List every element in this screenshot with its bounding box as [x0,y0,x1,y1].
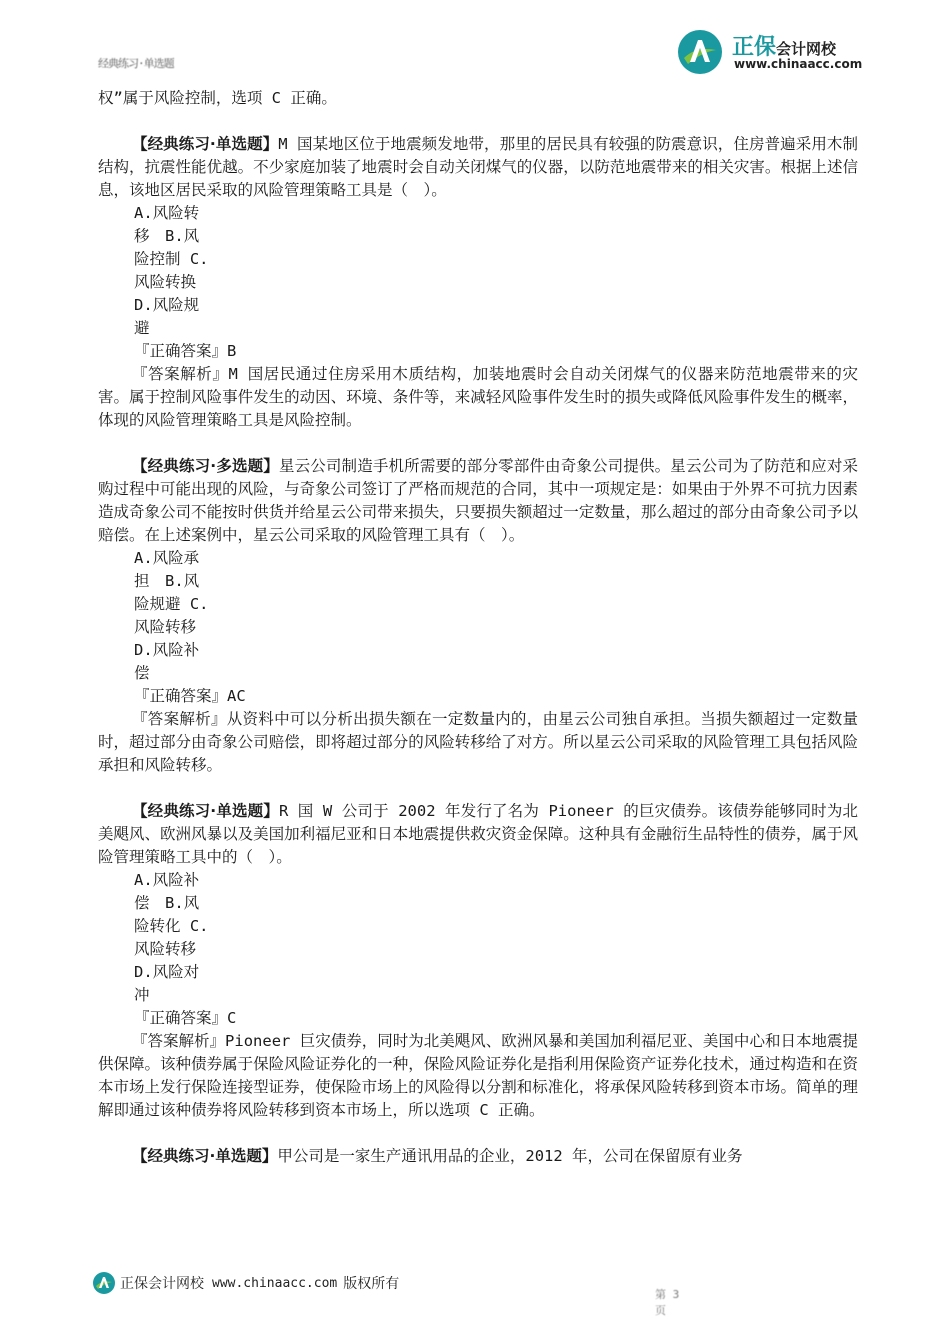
answer-analysis: 『答案解析』从资料中可以分析出损失额在一定数量内的，由星云公司独自承担。当损失额超过一定数量时，超过部分由奇象公司赔偿，即将超过部分的风险转移给了对方。所以星云公司采取的风险管理工具包括风险承担和风险转移。 [98,710,858,774]
logo-sub: 会计网校 [776,40,837,58]
footer-rights: 版权所有 [343,1276,400,1292]
option-line: 偿 [134,664,150,682]
question-text: 甲公司是一家生产通讯用品的企业，2012 年，公司在保留原有业务 [277,1147,743,1165]
answer-analysis: 『答案解析』M 国居民通过住房采用木质结构，加装地震时会自动关闭煤气的仪器来防范地震带来的灾害。属于控制风险事件发生的动因、环境、条件等，来减轻风险事件发生时的损失或降低风险事件发生的概率，体现的风险管理策略工具是风险控制。 [98,365,858,429]
option-line: D.风险补 [134,641,200,659]
option-line: 险控制 C. [134,250,209,268]
question-text: R 国 W 公司于 2002 年发行了名为 Pioneer 的巨灾债券。该债券能够同时为北美飓风、欧洲风暴以及美国加利福尼亚和日本地震提供救灾资金保障。这种具有金融衍生品特性的债券，属于风险管理策略工具中的（ ）。 [98,802,858,866]
question-title: 【经典练习·单选题】 [132,1147,278,1165]
question-stem [98,455,858,547]
question-block [98,455,858,777]
option-line: 冲 [134,986,150,1004]
correct-answer: 『正确答案』AC [134,687,246,705]
page-footer [92,1270,399,1296]
question-text: M 国某地区位于地震频发地带，那里的居民具有较强的防震意识，住房普遍采用木制结构，抗震性能优越。不少家庭加装了地震时会自动关闭煤气的仪器，以防范地震带来的相关灾害。根据上述信息，该地区居民采取的风险管理策略工具是（ ）。 [98,135,858,199]
question-stem [98,800,858,869]
option-line: A.风险承 [134,549,200,567]
footer-logo-icon [92,1271,116,1295]
cutoff-question [98,1145,858,1165]
option-line: D.风险对 [134,963,200,981]
option-line: 风险转移 [134,618,197,636]
option-line: 险规避 C. [134,595,209,613]
option-line: 避 [134,319,150,337]
footer-url[interactable]: www.chinaacc.com [212,1275,338,1291]
option-line: 险转化 C. [134,917,209,935]
question-title: 【经典练习·多选题】 [132,457,279,475]
footer-brand: 正保会计网校 [120,1276,204,1292]
intro-line: 权”属于风险控制，选项 C 正确。 [98,89,337,107]
logo-url: www.chinaacc.com [734,57,863,71]
option-line: A.风险补 [134,871,200,889]
option-line: 担 B.风 [134,572,200,590]
answer-analysis: 『答案解析』Pioneer 巨灾债券，同时为北美飓风、欧洲风暴和美国加利福尼亚、美国中心和日本地震提供保障。该种债券属于保险风险证券化的一种，保险风险证券化是指利用保险资产证券化技术，通过构造和在资本市场上发行保险连接型证券，使保险市场上的风险得以分割和标准化，将承保风险转移到资本市场。简单的理解即通过该种债券将风险转移到资本市场上，所以选项 C 正确。 [98,1032,858,1119]
document-body [98,87,858,1165]
question-block [98,800,858,1122]
question-block [98,133,858,432]
logo-main: 正保 [732,35,777,60]
page-number: 第 3 页 [655,1288,680,1317]
running-header: 经典练习·单选题 [98,57,174,70]
option-line: 偿 B.风 [134,894,200,912]
option-line: A.风险转 [134,204,200,222]
question-title: 【经典练习·单选题】 [132,135,279,153]
option-line: 风险转移 [134,940,197,958]
question-stem [98,133,858,202]
option-line: 风险转换 [134,273,197,291]
question-text: 星云公司制造手机所需要的部分零部件由奇象公司提供。星云公司为了防范和应对采购过程中可能出现的风险，与奇象公司签订了严格而规范的合同，其中一项规定是：如果由于外界不可抗力因素造成奇象公司不能按时供货并给星云公司带来损失，只要损失额超过一定数量，那么超过的部分由奇象公司予以赔偿。在上述案例中，星云公司采取的风险管理工具有（ ）。 [98,457,858,544]
brand-logo[interactable] [676,24,866,76]
option-line: 移 B.风 [134,227,200,245]
question-stem [98,1145,858,1168]
correct-answer: 『正确答案』B [134,342,237,360]
option-line: D.风险规 [134,296,200,314]
logo-emblem-icon [676,28,724,76]
correct-answer: 『正确答案』C [134,1009,237,1027]
question-title: 【经典练习·单选题】 [132,802,279,820]
